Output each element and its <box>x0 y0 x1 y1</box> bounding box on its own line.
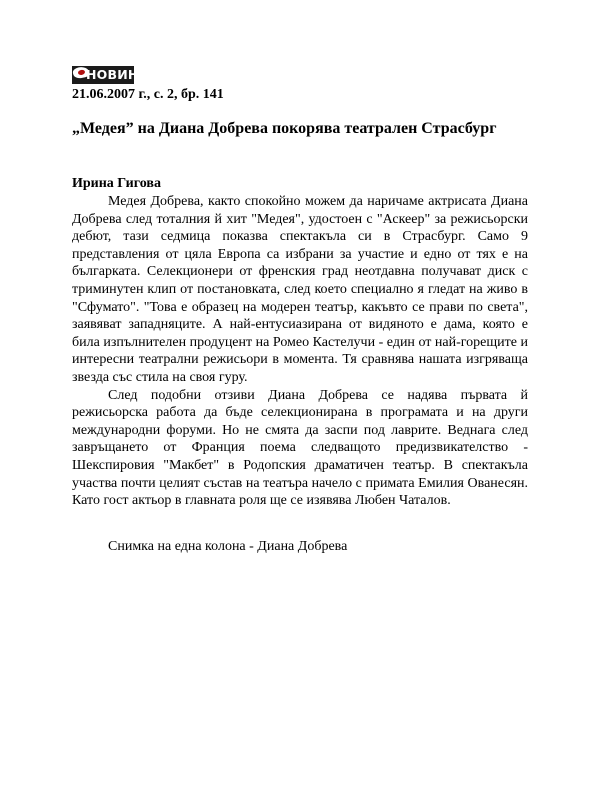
article-headline: „Медея” на Диана Добрева покорява театрален Страсбург <box>72 120 497 137</box>
photo-caption: Снимка на една колона - Диана Добрева <box>108 538 348 554</box>
novinar-logo <box>72 66 158 84</box>
publication-date-line: 21.06.2007 г., с. 2, бр. 141 <box>72 87 224 102</box>
document-page <box>72 66 528 556</box>
article-paragraph-1: Медея Добрева, както спокойно можем да наричаме актрисата Диана Добрева след тоталния й хит "Медея", удостоен с "Аскеер" за режисьорски дебют, тази седмица показва спектакъла си в Страсбург. Само 9 представления от цяла Европа са избрани за участие и едно от тях е на българката. Селекционери от френския град неотдавна получават диск с триминутен клип от постановката, след което специално я гледат на живо в "Сфумато". "Това е образец на модерен театър, какъвто се прави по света", заявяват западняците. А най-ентусиазирана от видяното е дама, която е била изпълнителен продуцент на Ромео Кастелучи - един от най-горещите и интересни театрални режисьори в момента. Тя сравнява нашата изгряваща звезда със стила на своя гуру. <box>72 194 528 385</box>
logo-text: НОВИНАР <box>86 67 158 82</box>
article-author: Ирина Гигова <box>72 176 161 191</box>
article-paragraph-2: След подобни отзиви Диана Добрева се надява първата й режисьорска работа да бъде селекционирана в програмата и на други международни форуми. Но не смята да заспи под лаврите. Веднага след завръщането от Франция поема следващото предизвикателство - Шекспировия "Макбет" в Родопския драматичен театър. В спектакъла участва почти целият състав на театъра начело с примата Емилия Ованесян. Като гост актьор в главната роля ще се изявява Любен Чаталов. <box>72 387 528 509</box>
